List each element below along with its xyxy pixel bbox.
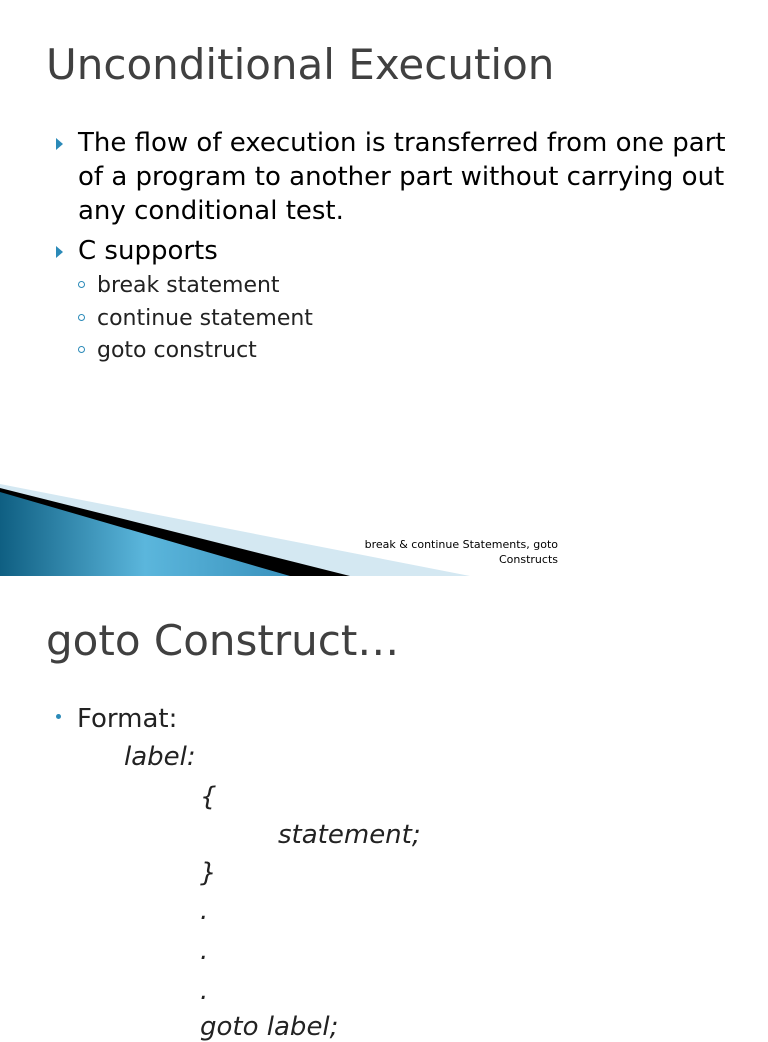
code-statement: statement; <box>278 820 421 850</box>
slide-goto-construct <box>0 576 768 1024</box>
code-ellipsis-dot: . <box>200 936 209 966</box>
code-open-brace: { <box>200 782 217 812</box>
sub-bullet-text: continue statement <box>97 306 313 331</box>
dot-bullet-icon <box>56 714 61 719</box>
bullet-text: C supports <box>78 236 218 266</box>
bullet-text: The flow of execution is transferred from one part of a program to another part without carrying out any conditional test. <box>78 128 726 226</box>
triangle-bullet-icon <box>56 138 63 150</box>
code-goto-line: goto label; <box>200 1012 339 1042</box>
triangle-bullet-icon <box>56 246 63 258</box>
code-ellipsis-dot: . <box>200 976 209 1006</box>
ring-bullet-icon <box>78 314 85 321</box>
sub-bullet-item <box>78 336 257 366</box>
format-label: Format: <box>77 704 178 734</box>
code-label-line: label: <box>124 742 196 772</box>
sub-bullet-item <box>78 271 280 301</box>
sub-bullet-text: break statement <box>97 273 280 298</box>
slide-title: goto Construct… <box>46 616 400 665</box>
bullet-item <box>52 234 732 268</box>
ring-bullet-icon <box>78 346 85 353</box>
format-bullet <box>56 704 177 734</box>
bullet-item <box>52 126 732 228</box>
slide-title: Unconditional Execution <box>46 40 555 89</box>
slide-footer <box>365 537 558 567</box>
footer-line: Constructs <box>498 553 558 566</box>
sub-bullet-text: goto construct <box>97 338 257 363</box>
code-ellipsis-dot: . <box>200 896 209 926</box>
sub-bullet-item <box>78 304 313 334</box>
ring-bullet-icon <box>78 281 85 288</box>
footer-line: break & continue Statements, goto <box>364 538 558 551</box>
code-close-brace: } <box>200 858 217 888</box>
